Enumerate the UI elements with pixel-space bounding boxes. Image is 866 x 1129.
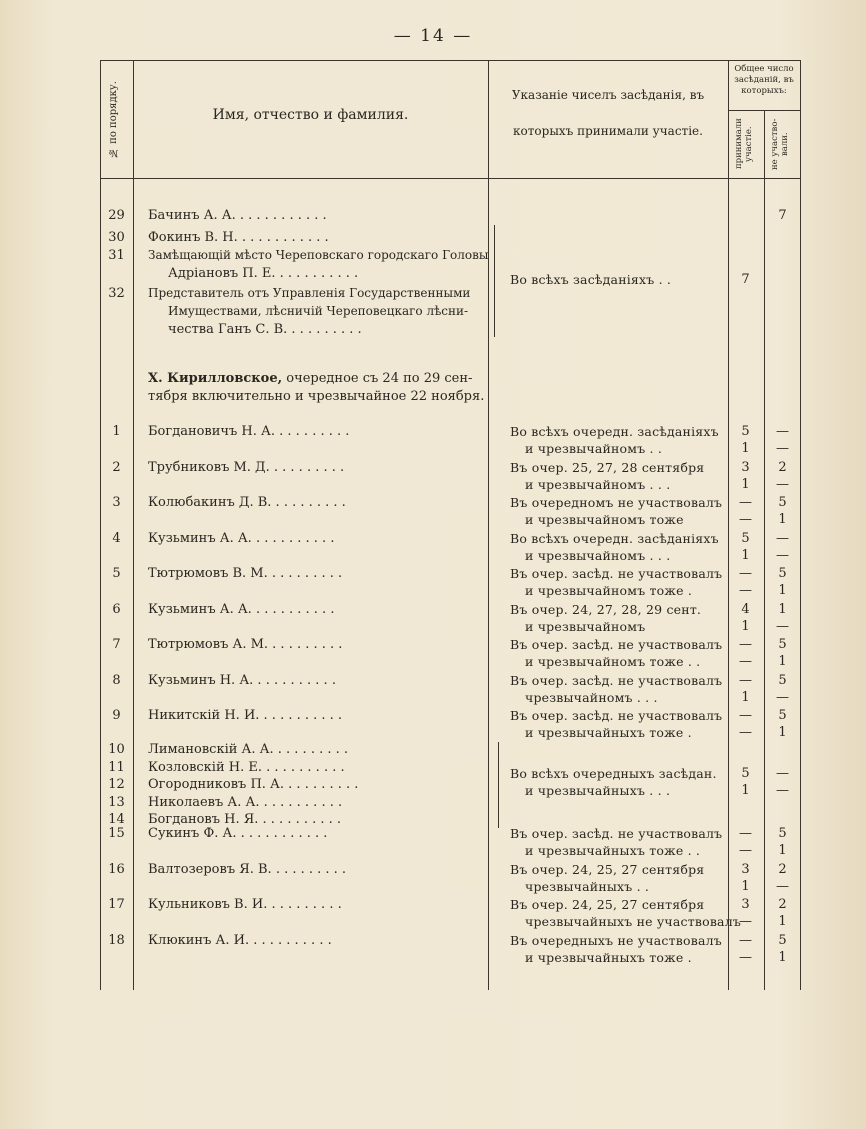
row-not-took-part-extra: 1 — [778, 512, 787, 527]
header-total: Общее число засѣданій, въ которыхъ: — [734, 64, 794, 96]
row-not-took-part-extra: 1 — [778, 583, 787, 598]
row-number: 31 — [108, 248, 125, 263]
table-top-rule — [100, 60, 800, 61]
row-name: Имуществами, лѣсничій Череповецкаго лѣсни- — [168, 304, 469, 318]
row-took-part-regular: — — [739, 826, 752, 841]
row-note-line2: чрезвычайномъ . . . — [525, 689, 658, 705]
row-name: Кузьминъ А. А. . . . . . . . . . . — [148, 530, 335, 546]
row-name: Козловскій Н. Е. . . . . . . . . . . — [148, 759, 345, 775]
row-name: Кульниковъ В. И. . . . . . . . . . — [148, 897, 342, 912]
row-name: Кузьминъ А. А. . . . . . . . . . . — [148, 601, 335, 617]
row-number: 8 — [112, 672, 121, 688]
row-name: Адріановъ П. Е. . . . . . . . . . . — [168, 266, 359, 281]
row-not-took-part-regular: 2 — [778, 459, 787, 475]
row-took-part-extra: 1 — [741, 476, 750, 492]
row-name: Фокинъ В. Н. . . . . . . . . . . . — [148, 230, 329, 245]
row-took-part-extra: — — [739, 843, 752, 858]
row-took-part-regular: — — [739, 932, 752, 948]
group-took-part: 7 — [741, 272, 750, 287]
row-name: чества Ганъ С. В. . . . . . . . . . — [168, 322, 362, 337]
header-bottom-rule — [100, 178, 800, 179]
row-number: 6 — [112, 601, 121, 617]
row-number: 2 — [112, 459, 121, 475]
row-name: Клюкинъ А. И. . . . . . . . . . . — [148, 932, 332, 948]
row-note-line2: и чрезвычайномъ . . . — [525, 476, 671, 492]
row-took-part-extra: — — [739, 949, 752, 965]
header-meetings-1: Указаніе чиселъ засѣданія, въ — [511, 88, 705, 102]
row-note-line1: Въ очер. 24, 25, 27 сентября — [510, 861, 705, 877]
row-number: 30 — [108, 230, 125, 245]
row-note-line1: Во всѣхъ очередн. засѣданіяхъ — [510, 424, 719, 439]
row-took-part-regular: 3 — [741, 861, 750, 877]
row-note-line1: Въ очер. засѣд. не участвовалъ — [510, 637, 723, 652]
row-not-took-part-regular: 5 — [778, 932, 787, 948]
row-number: 5 — [112, 566, 121, 581]
header-took-part: принимали участіе. — [734, 118, 754, 170]
row-name: Богдановъ Н. Я. . . . . . . . . . . — [148, 812, 342, 827]
row-not-took-part-regular: 5 — [778, 826, 787, 841]
row-note-line1: Въ очер. 24, 27, 28, 29 сент. — [510, 601, 702, 617]
group-brace — [498, 742, 499, 828]
row-not-took-part-regular: 2 — [778, 897, 787, 912]
row-number: 3 — [112, 495, 121, 510]
row-name: Сукинъ Ф. А. . . . . . . . . . . . — [148, 826, 328, 841]
row-not-took-part-extra: — — [776, 878, 789, 894]
row-took-part-extra: 1 — [741, 441, 750, 456]
row-not-took-part: 7 — [778, 208, 787, 223]
row-name: Никитскій Н. И. . . . . . . . . . . — [148, 708, 343, 723]
row-name: Кузьминъ Н. А. . . . . . . . . . . — [148, 672, 336, 688]
row-not-took-part-extra: 1 — [778, 725, 787, 740]
row-took-part-regular: — — [739, 708, 752, 723]
row-note-line2: и чрезвычайныхъ тоже . . — [525, 843, 701, 858]
row-name: Валтозеровъ Я. В. . . . . . . . . . — [148, 861, 347, 877]
row-name: Тютрюмовъ А. М. . . . . . . . . . — [148, 637, 343, 652]
row-note-line2: чрезвычайныхъ . . — [525, 878, 650, 894]
header-meetings-2: которыхъ принимали участіе. — [513, 124, 703, 138]
row-took-part-regular: 3 — [741, 897, 750, 912]
row-name: Богдановичъ Н. А. . . . . . . . . . — [148, 424, 350, 439]
row-note-line1: Въ очер. засѣд. не участвовалъ — [510, 826, 723, 841]
col-border-right — [800, 60, 801, 990]
group-took-part-regular: 5 — [741, 766, 750, 781]
row-not-took-part-extra: — — [776, 689, 789, 705]
row-number: 9 — [112, 708, 121, 723]
row-number: 32 — [108, 286, 125, 301]
row-name: Тютрюмовъ В. М. . . . . . . . . . — [148, 566, 343, 581]
row-not-took-part-extra: — — [776, 441, 789, 456]
row-took-part-extra: 1 — [741, 689, 750, 705]
row-note-line1: Въ очер. засѣд. не участвовалъ — [510, 566, 723, 581]
row-number: 7 — [112, 637, 121, 652]
section-title: X. Кирилловское, — [148, 371, 283, 386]
row-took-part-regular: 5 — [741, 424, 750, 439]
row-number: 18 — [108, 932, 125, 948]
row-number: 17 — [108, 897, 125, 912]
row-took-part-regular: — — [739, 672, 752, 688]
row-note-line1: Въ очер. засѣд. не участвовалъ — [510, 708, 723, 723]
row-not-took-part-regular: — — [776, 530, 789, 546]
group-note-line2: и чрезвычайныхъ . . . — [525, 783, 671, 798]
row-not-took-part-extra: — — [776, 547, 789, 563]
group-note-line1: Во всѣхъ очередныхъ засѣдан. — [510, 766, 717, 781]
row-note-line2: и чрезвычайномъ тоже — [525, 512, 684, 527]
row-not-took-part-regular: — — [776, 424, 789, 439]
group-note: Во всѣхъ засѣданіяхъ . . — [510, 272, 672, 287]
section-line1: очередное съ 24 по 29 сен- — [286, 371, 473, 386]
row-not-took-part-extra: 1 — [778, 949, 787, 965]
col-border-name — [488, 60, 489, 990]
row-note-line2: и чрезвычайномъ . . — [525, 441, 663, 456]
row-note-line2: и чрезвычайномъ . . . — [525, 547, 671, 563]
header-num: № по порядку. — [108, 81, 119, 159]
row-not-took-part-regular: 5 — [778, 566, 787, 581]
group-not-took-part-extra: — — [776, 783, 789, 798]
row-number: 16 — [108, 861, 125, 877]
row-took-part-extra: 1 — [741, 618, 750, 634]
row-not-took-part-regular: 2 — [778, 861, 787, 877]
row-not-took-part-extra: 1 — [778, 843, 787, 858]
row-not-took-part-regular: 5 — [778, 637, 787, 652]
row-number: 13 — [108, 794, 125, 810]
row-number: 29 — [108, 208, 125, 223]
row-not-took-part-regular: 5 — [778, 495, 787, 510]
group-brace — [494, 225, 495, 337]
row-number: 15 — [108, 826, 125, 841]
col-border-num — [133, 60, 134, 990]
row-took-part-regular: 4 — [741, 601, 750, 617]
row-number: 12 — [108, 777, 125, 792]
row-name: Трубниковъ М. Д. . . . . . . . . . — [148, 459, 345, 475]
row-note-line1: Во всѣхъ очередн. засѣданіяхъ — [510, 530, 719, 546]
row-note-line1: Въ очер. 24, 25, 27 сентября — [510, 897, 705, 912]
row-note-line1: Въ очередныхъ не участвовалъ — [510, 932, 722, 948]
row-number: 4 — [112, 530, 121, 546]
row-took-part-extra: — — [739, 654, 752, 669]
row-note-line2: и чрезвычайномъ тоже . — [525, 583, 693, 598]
row-took-part-extra: — — [739, 725, 752, 740]
row-note-line1: Въ очередномъ не участвовалъ — [510, 495, 723, 510]
row-took-part-regular: — — [739, 566, 752, 581]
row-name: Огородниковъ П. А. . . . . . . . . . — [148, 777, 359, 792]
row-name: Представитель отъ Управленія Государственными — [148, 286, 471, 300]
col-border-left — [100, 60, 101, 990]
header-not-took-part: не участвовали. — [770, 118, 790, 170]
row-not-took-part-extra: 1 — [778, 654, 787, 669]
group-not-took-part-regular: — — [776, 766, 789, 781]
row-took-part-extra: — — [739, 583, 752, 598]
row-took-part-extra: 1 — [741, 878, 750, 894]
row-not-took-part-regular: 5 — [778, 672, 787, 688]
row-note-line1: Въ очер. засѣд. не участвовалъ — [510, 672, 723, 688]
row-note-line1: Въ очер. 25, 27, 28 сентября — [510, 459, 705, 475]
row-not-took-part-regular: 5 — [778, 708, 787, 723]
row-took-part-regular: — — [739, 637, 752, 652]
row-name: Колюбакинъ Д. В. . . . . . . . . . — [148, 495, 346, 510]
row-not-took-part-regular: 1 — [778, 601, 787, 617]
row-name: Николаевъ А. А. . . . . . . . . . . — [148, 794, 343, 810]
row-not-took-part-extra: 1 — [778, 914, 787, 929]
section-header — [148, 370, 488, 406]
row-note-line2: и чрезвычайномъ — [525, 618, 646, 634]
row-note-line2: и чрезвычайномъ тоже . . — [525, 654, 701, 669]
group-took-part-extra: 1 — [741, 783, 750, 798]
row-took-part-extra: — — [739, 914, 752, 929]
row-note-line2: и чрезвычайныхъ тоже . — [525, 725, 692, 740]
section-line2: тября включительно и чрезвычайное 22 ноября. — [148, 389, 485, 404]
row-number: 11 — [108, 759, 125, 775]
row-not-took-part-extra: — — [776, 618, 789, 634]
row-took-part-extra: — — [739, 512, 752, 527]
row-took-part-extra: 1 — [741, 547, 750, 563]
row-name: Замѣщающій мѣсто Череповскаго городскаго Головы — [148, 248, 488, 262]
row-number: 10 — [108, 742, 125, 757]
row-took-part-regular: — — [739, 495, 752, 510]
row-number: 1 — [112, 424, 121, 439]
row-number: 14 — [108, 812, 125, 827]
row-note-line2: и чрезвычайныхъ тоже . — [525, 949, 692, 965]
attendance-table — [100, 60, 800, 990]
row-note-line2: чрезвычайныхъ не участвовалъ — [525, 914, 742, 929]
row-took-part-regular: 3 — [741, 459, 750, 475]
row-name: Бачинъ А. А. . . . . . . . . . . . — [148, 208, 327, 223]
header-name: Имя, отчество и фамилия. — [212, 107, 409, 123]
row-not-took-part-extra: — — [776, 476, 789, 492]
row-took-part-regular: 5 — [741, 530, 750, 546]
page-number: — 14 — — [393, 26, 473, 46]
row-name: Лимановскій А. А. . . . . . . . . . — [148, 742, 349, 757]
